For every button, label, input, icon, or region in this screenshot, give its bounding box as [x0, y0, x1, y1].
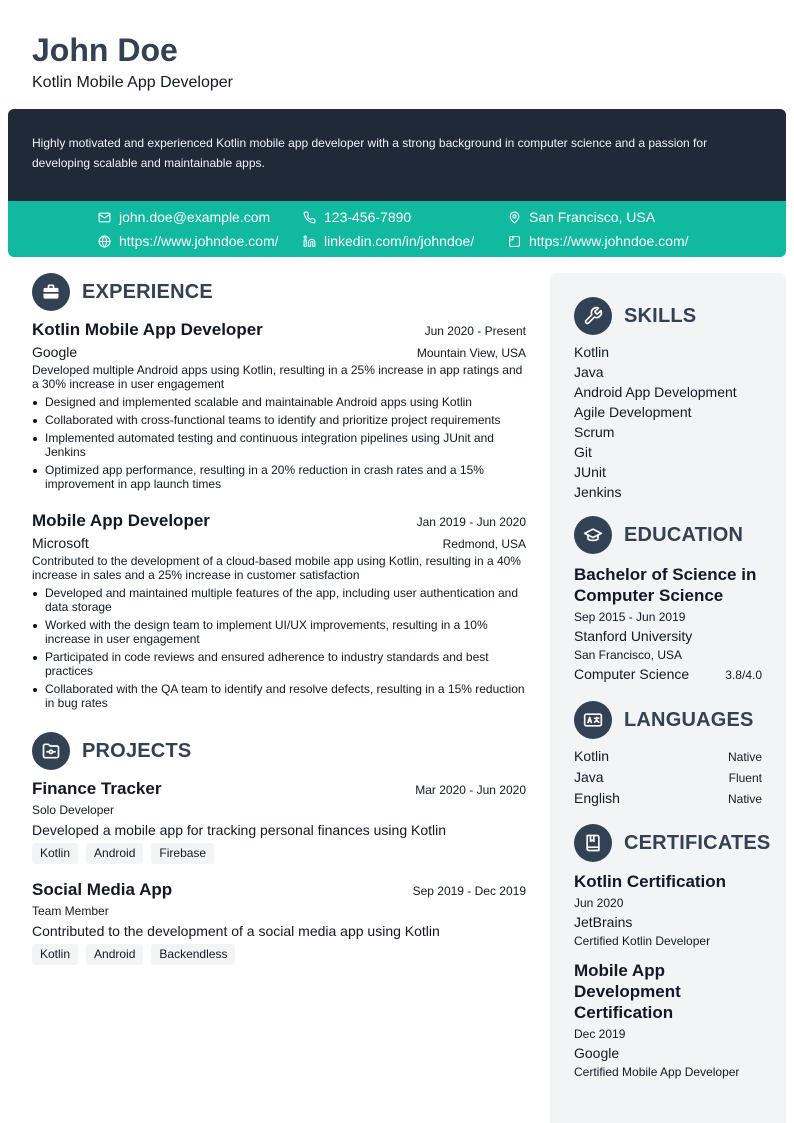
education-heading	[574, 516, 743, 554]
job-bullet: Collaborated with cross-functional teams to identify and prioritize project requirements	[32, 413, 526, 427]
projects-heading	[32, 732, 191, 770]
certificate-item	[574, 871, 762, 950]
job-dates: Jun 2020 - Present	[424, 324, 526, 338]
language-level: Native	[727, 750, 762, 764]
project-title: Finance Tracker	[32, 779, 162, 798]
briefcase-icon	[32, 273, 70, 311]
project-tag: Firebase	[151, 843, 214, 864]
certificates-heading	[574, 824, 770, 862]
certificate-description: Certified Mobile App Developer	[574, 1065, 740, 1079]
certificate-title: Kotlin Certification	[574, 872, 727, 891]
job-dates: Jan 2019 - Jun 2020	[416, 515, 526, 529]
summary-panel	[8, 109, 786, 201]
projects-title: PROJECTS	[82, 739, 192, 762]
email-text: john.doe@example.com	[119, 209, 271, 225]
certificate-issuer: Google	[574, 1045, 620, 1061]
language-item	[574, 746, 762, 767]
project-item	[32, 880, 526, 965]
skills-heading	[574, 297, 696, 335]
graduation-cap-icon	[574, 516, 612, 554]
language-level: Native	[727, 792, 762, 806]
skill-item: Kotlin	[574, 344, 610, 360]
skill-item: Agile Development	[574, 404, 692, 420]
education-field: Computer Science	[574, 666, 690, 682]
job-bullet: Developed and maintained multiple features of the app, including user authentication and data storage	[32, 586, 526, 614]
experience-heading	[32, 273, 213, 311]
phone-icon	[303, 211, 316, 224]
skills-title: SKILLS	[624, 304, 697, 327]
certificate-item	[574, 960, 762, 1081]
education-title: EDUCATION	[624, 523, 744, 546]
contact-location	[508, 208, 655, 226]
language-level: Fluent	[728, 771, 762, 785]
mail-icon	[98, 211, 111, 224]
project-role: Team Member	[32, 904, 109, 918]
language-name: Java	[574, 769, 604, 785]
certificate-issuer: JetBrains	[574, 914, 633, 930]
candidate-name: John Doe	[32, 32, 178, 68]
language-name: Kotlin	[574, 748, 610, 764]
certificate-date: Jun 2020	[574, 896, 624, 910]
project-tag: Android	[86, 944, 143, 965]
wrench-icon	[574, 297, 612, 335]
degree-title: Bachelor of Science in Computer Science	[574, 565, 757, 605]
skill-item: Java	[574, 364, 604, 380]
education-gpa: 3.8/4.0	[725, 668, 762, 682]
project-tag: Kotlin	[32, 944, 78, 965]
project-item	[32, 779, 526, 864]
skill-item: JUnit	[574, 464, 606, 480]
skill-item: Android App Development	[574, 384, 737, 400]
location-text: San Francisco, USA	[529, 209, 656, 225]
languages-list	[574, 746, 762, 809]
contact-phone[interactable]	[303, 208, 411, 226]
folder-icon	[32, 732, 70, 770]
project-description: Contributed to the development of a social media app using Kotlin	[32, 923, 440, 939]
education-item	[574, 564, 762, 685]
job-company: Google	[32, 344, 78, 360]
skills-list	[574, 342, 762, 502]
project-role: Solo Developer	[32, 803, 115, 817]
contact-linkedin[interactable]	[303, 232, 474, 250]
contact-website[interactable]	[98, 232, 279, 250]
summary-text: Highly motivated and experienced Kotlin mobile app developer with a strong background in computer science and a passion for developing scalable and maintainable apps.	[32, 136, 708, 170]
job-title: Mobile App Developer	[32, 511, 210, 530]
job-bullet: Implemented automated testing and continuous integration pipelines using JUnit and Jenkins	[32, 431, 526, 459]
project-tag: Backendless	[151, 944, 235, 965]
job-bullet: Designed and implemented scalable and maintainable Android apps using Kotlin	[32, 395, 526, 409]
job-bullet: Collaborated with the QA team to identify and resolve defects, resulting in a 15% reduction in bug rates	[32, 682, 526, 710]
job-company: Microsoft	[32, 535, 89, 551]
languages-heading	[574, 701, 754, 739]
job-description: Contributed to the development of a cloud-based mobile app using Kotlin, resulting in a 40% increase in sales and a 25% increase in customer satisfaction	[32, 554, 521, 582]
project-description: Developed a mobile app for tracking personal finances using Kotlin	[32, 822, 447, 838]
linkedin-text: linkedin.com/in/johndoe/	[324, 233, 475, 249]
portfolio-text: https://www.johndoe.com/	[529, 233, 689, 249]
contact-bar	[8, 201, 786, 257]
job-bullet: Optimized app performance, resulting in a 20% reduction in crash rates and a 15% improvement in app launch times	[32, 463, 526, 491]
project-tag: Android	[86, 843, 143, 864]
skill-item: Jenkins	[574, 484, 622, 500]
project-title: Social Media App	[32, 880, 173, 899]
experience-item	[32, 511, 526, 714]
job-location: Mountain View, USA	[416, 346, 526, 360]
job-description: Developed multiple Android apps using Kotlin, resulting in a 25% increase in app ratings and a 30% increase in user engagement	[32, 363, 523, 391]
project-tags	[32, 944, 526, 965]
language-item	[574, 788, 762, 809]
job-bullets	[32, 586, 526, 710]
certificate-title: Mobile App Development Certification	[574, 961, 681, 1022]
skill-item: Scrum	[574, 424, 615, 440]
job-bullet: Participated in code reviews and ensured adherence to industry standards and best practices	[32, 650, 526, 678]
translate-icon	[574, 701, 612, 739]
portfolio-icon	[508, 235, 521, 248]
job-title: Kotlin Mobile App Developer	[32, 320, 263, 339]
certificates-title: CERTIFICATES	[624, 831, 771, 854]
map-pin-icon	[508, 211, 521, 224]
phone-text: 123-456-7890	[324, 209, 412, 225]
experience-title: EXPERIENCE	[82, 280, 213, 303]
certificate-date: Dec 2019	[574, 1027, 626, 1041]
candidate-role: Kotlin Mobile App Developer	[32, 74, 234, 91]
languages-title: LANGUAGES	[624, 708, 754, 731]
resume-header	[32, 30, 233, 92]
language-name: English	[574, 790, 620, 806]
certificate-book-icon	[574, 824, 612, 862]
job-bullet: Worked with the design team to implement UI/UX improvements, resulting in a 10% increase in user engagement	[32, 618, 526, 646]
education-dates: Sep 2015 - Jun 2019	[574, 610, 686, 624]
education-school: Stanford University	[574, 628, 693, 644]
skill-item: Git	[574, 444, 592, 460]
project-tag: Kotlin	[32, 843, 78, 864]
certificate-description: Certified Kotlin Developer	[574, 934, 711, 948]
language-item	[574, 767, 762, 788]
education-location: San Francisco, USA	[574, 648, 683, 662]
contact-portfolio[interactable]	[508, 232, 689, 250]
contact-email[interactable]	[98, 208, 270, 226]
experience-item	[32, 320, 526, 495]
job-bullets	[32, 395, 526, 491]
project-dates: Sep 2019 - Dec 2019	[412, 884, 526, 898]
website-text: https://www.johndoe.com/	[119, 233, 279, 249]
globe-icon	[98, 235, 111, 248]
project-dates: Mar 2020 - Jun 2020	[415, 783, 526, 797]
project-tags	[32, 843, 526, 864]
linkedin-icon	[303, 235, 316, 248]
job-location: Redmond, USA	[442, 537, 526, 551]
